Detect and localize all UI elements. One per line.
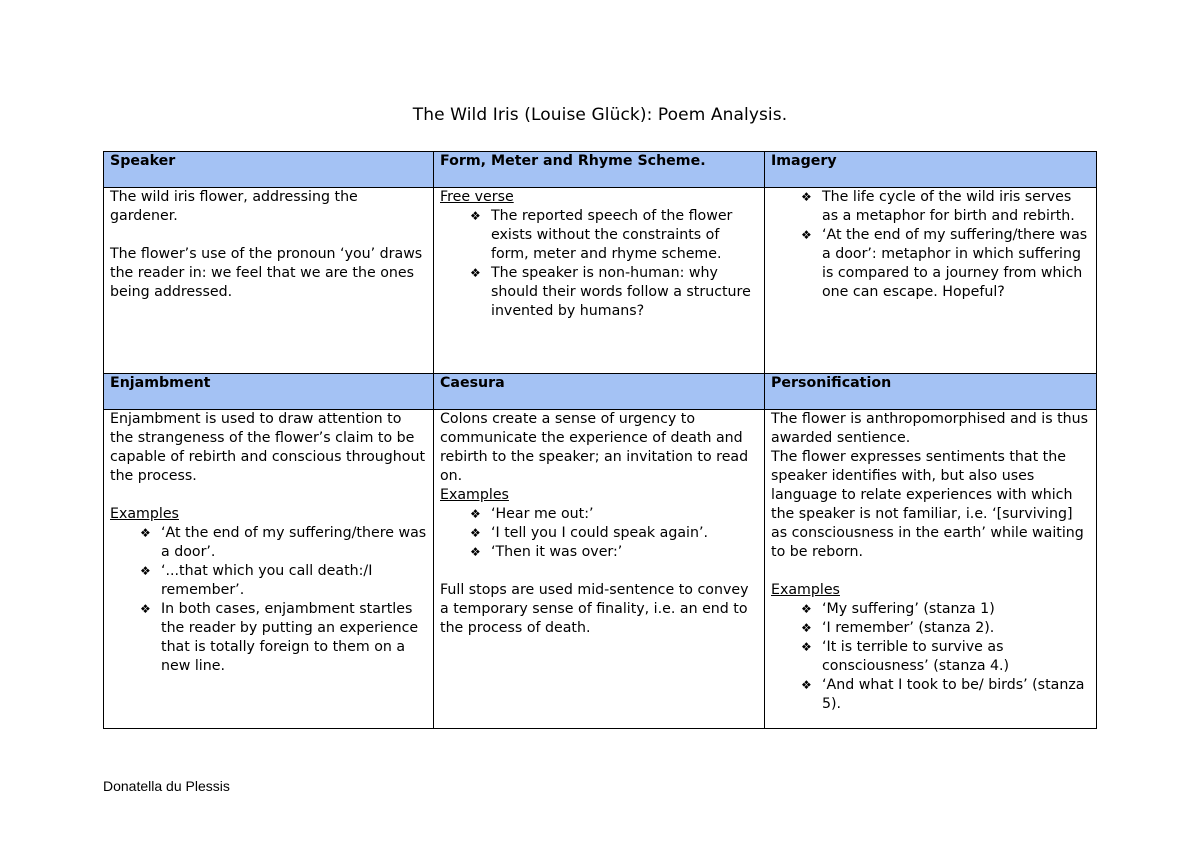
personification-para-1: The flower is anthropomorphised and is thus awarded sentience. [771, 411, 1089, 446]
diamond-bullet-icon: ❖ [801, 678, 812, 692]
body-row-1 [104, 188, 1097, 374]
list-item: ❖ The reported speech of the flower exists without the constraints of form, meter and rhyme scheme. [470, 208, 733, 262]
enjambment-cell [104, 410, 434, 729]
caesura-cell [434, 410, 765, 729]
caesura-examples-label: Examples [440, 487, 509, 503]
diamond-bullet-icon: ❖ [470, 209, 481, 223]
header-row-1 [104, 152, 1097, 188]
header-row-2 [104, 374, 1097, 410]
diamond-bullet-icon: ❖ [470, 266, 481, 280]
diamond-bullet-icon: ❖ [470, 526, 481, 540]
diamond-bullet-icon: ❖ [801, 621, 812, 635]
speaker-cell [104, 188, 434, 374]
diamond-bullet-icon: ❖ [470, 507, 481, 521]
list-item: ❖ ‘My suffering’ (stanza 1) [801, 601, 995, 617]
list-item: ❖ ‘It is terrible to survive as consciousness’ (stanza 4.) [801, 639, 1010, 674]
diamond-bullet-icon: ❖ [140, 602, 151, 616]
diamond-bullet-icon: ❖ [801, 602, 812, 616]
caesura-bullets [440, 505, 758, 562]
diamond-bullet-icon: ❖ [801, 228, 812, 242]
imagery-cell [765, 188, 1097, 374]
body-row-2 [104, 410, 1097, 729]
enjambment-intro: Enjambment is used to draw attention to the strangeness of the flower’s claim to be capable of rebirth and conscious throughout the process. [110, 411, 426, 484]
list-item: ❖ The speaker is non-human: why should their words follow a structure invented by humans? [470, 265, 751, 319]
personification-header: Personification [765, 374, 1097, 410]
speaker-para-1: The wild iris flower, addressing the gardener. [110, 189, 358, 224]
list-item: ❖ ‘...that which you call death:/I remember’. [140, 563, 373, 598]
personification-examples-label: Examples [771, 582, 840, 598]
form-header: Form, Meter and Rhyme Scheme. [434, 152, 765, 188]
list-item: ❖ ‘Then it was over:’ [470, 544, 623, 560]
diamond-bullet-icon: ❖ [470, 545, 481, 559]
enjambment-examples-label: Examples [110, 506, 179, 522]
imagery-header: Imagery [765, 152, 1097, 188]
list-item: ❖ ‘At the end of my suffering/there was a door’. [140, 525, 427, 560]
author-footer: Donatella du Plessis [103, 778, 230, 794]
analysis-table [103, 151, 1097, 729]
list-item: ❖ In both cases, enjambment startles the reader by putting an experience that is totally foreign to them on a new line. [140, 601, 419, 674]
form-bullets [440, 207, 758, 321]
page-title: The Wild Iris (Louise Glück): Poem Analysis. [412, 105, 788, 125]
speaker-header: Speaker [104, 152, 434, 188]
speaker-para-2: The flower’s use of the pronoun ‘you’ draws the reader in: we feel that we are the ones being addressed. [110, 246, 423, 300]
personification-cell [765, 410, 1097, 729]
enjambment-header: Enjambment [104, 374, 434, 410]
personification-bullets [771, 600, 1090, 714]
list-item: ❖ ‘I remember’ (stanza 2). [801, 620, 995, 636]
list-item: ❖ The life cycle of the wild iris serves as a metaphor for birth and rebirth. [801, 189, 1075, 224]
list-item: ❖ ‘And what I took to be/ birds’ (stanza 5). [801, 677, 1085, 712]
list-item: ❖ ‘I tell you I could speak again’. [470, 525, 708, 541]
imagery-bullets [771, 188, 1090, 302]
form-cell [434, 188, 765, 374]
diamond-bullet-icon: ❖ [140, 564, 151, 578]
list-item: ❖ ‘Hear me out:’ [470, 506, 594, 522]
caesura-outro: Full stops are used mid-sentence to convey a temporary sense of finality, i.e. an end to the process of death. [440, 582, 749, 636]
caesura-intro: Colons create a sense of urgency to communicate the experience of death and rebirth to the speaker; an invitation to read on. [440, 411, 749, 484]
form-subhead: Free verse [440, 189, 514, 205]
personification-para-2: The flower expresses sentiments that the speaker identifies with, but also uses language to relate experiences with which the speaker is not familiar, i.e. ‘[surviving] as consciousness in the earth’ while waiting to be reborn. [771, 449, 1084, 560]
enjambment-bullets [110, 524, 427, 676]
diamond-bullet-icon: ❖ [140, 526, 151, 540]
diamond-bullet-icon: ❖ [801, 190, 812, 204]
caesura-header: Caesura [434, 374, 765, 410]
list-item: ❖ ‘At the end of my suffering/there was a door’: metaphor in which suffering is compared to a journey from which one can escape. Hopeful? [801, 227, 1088, 300]
diamond-bullet-icon: ❖ [801, 640, 812, 654]
